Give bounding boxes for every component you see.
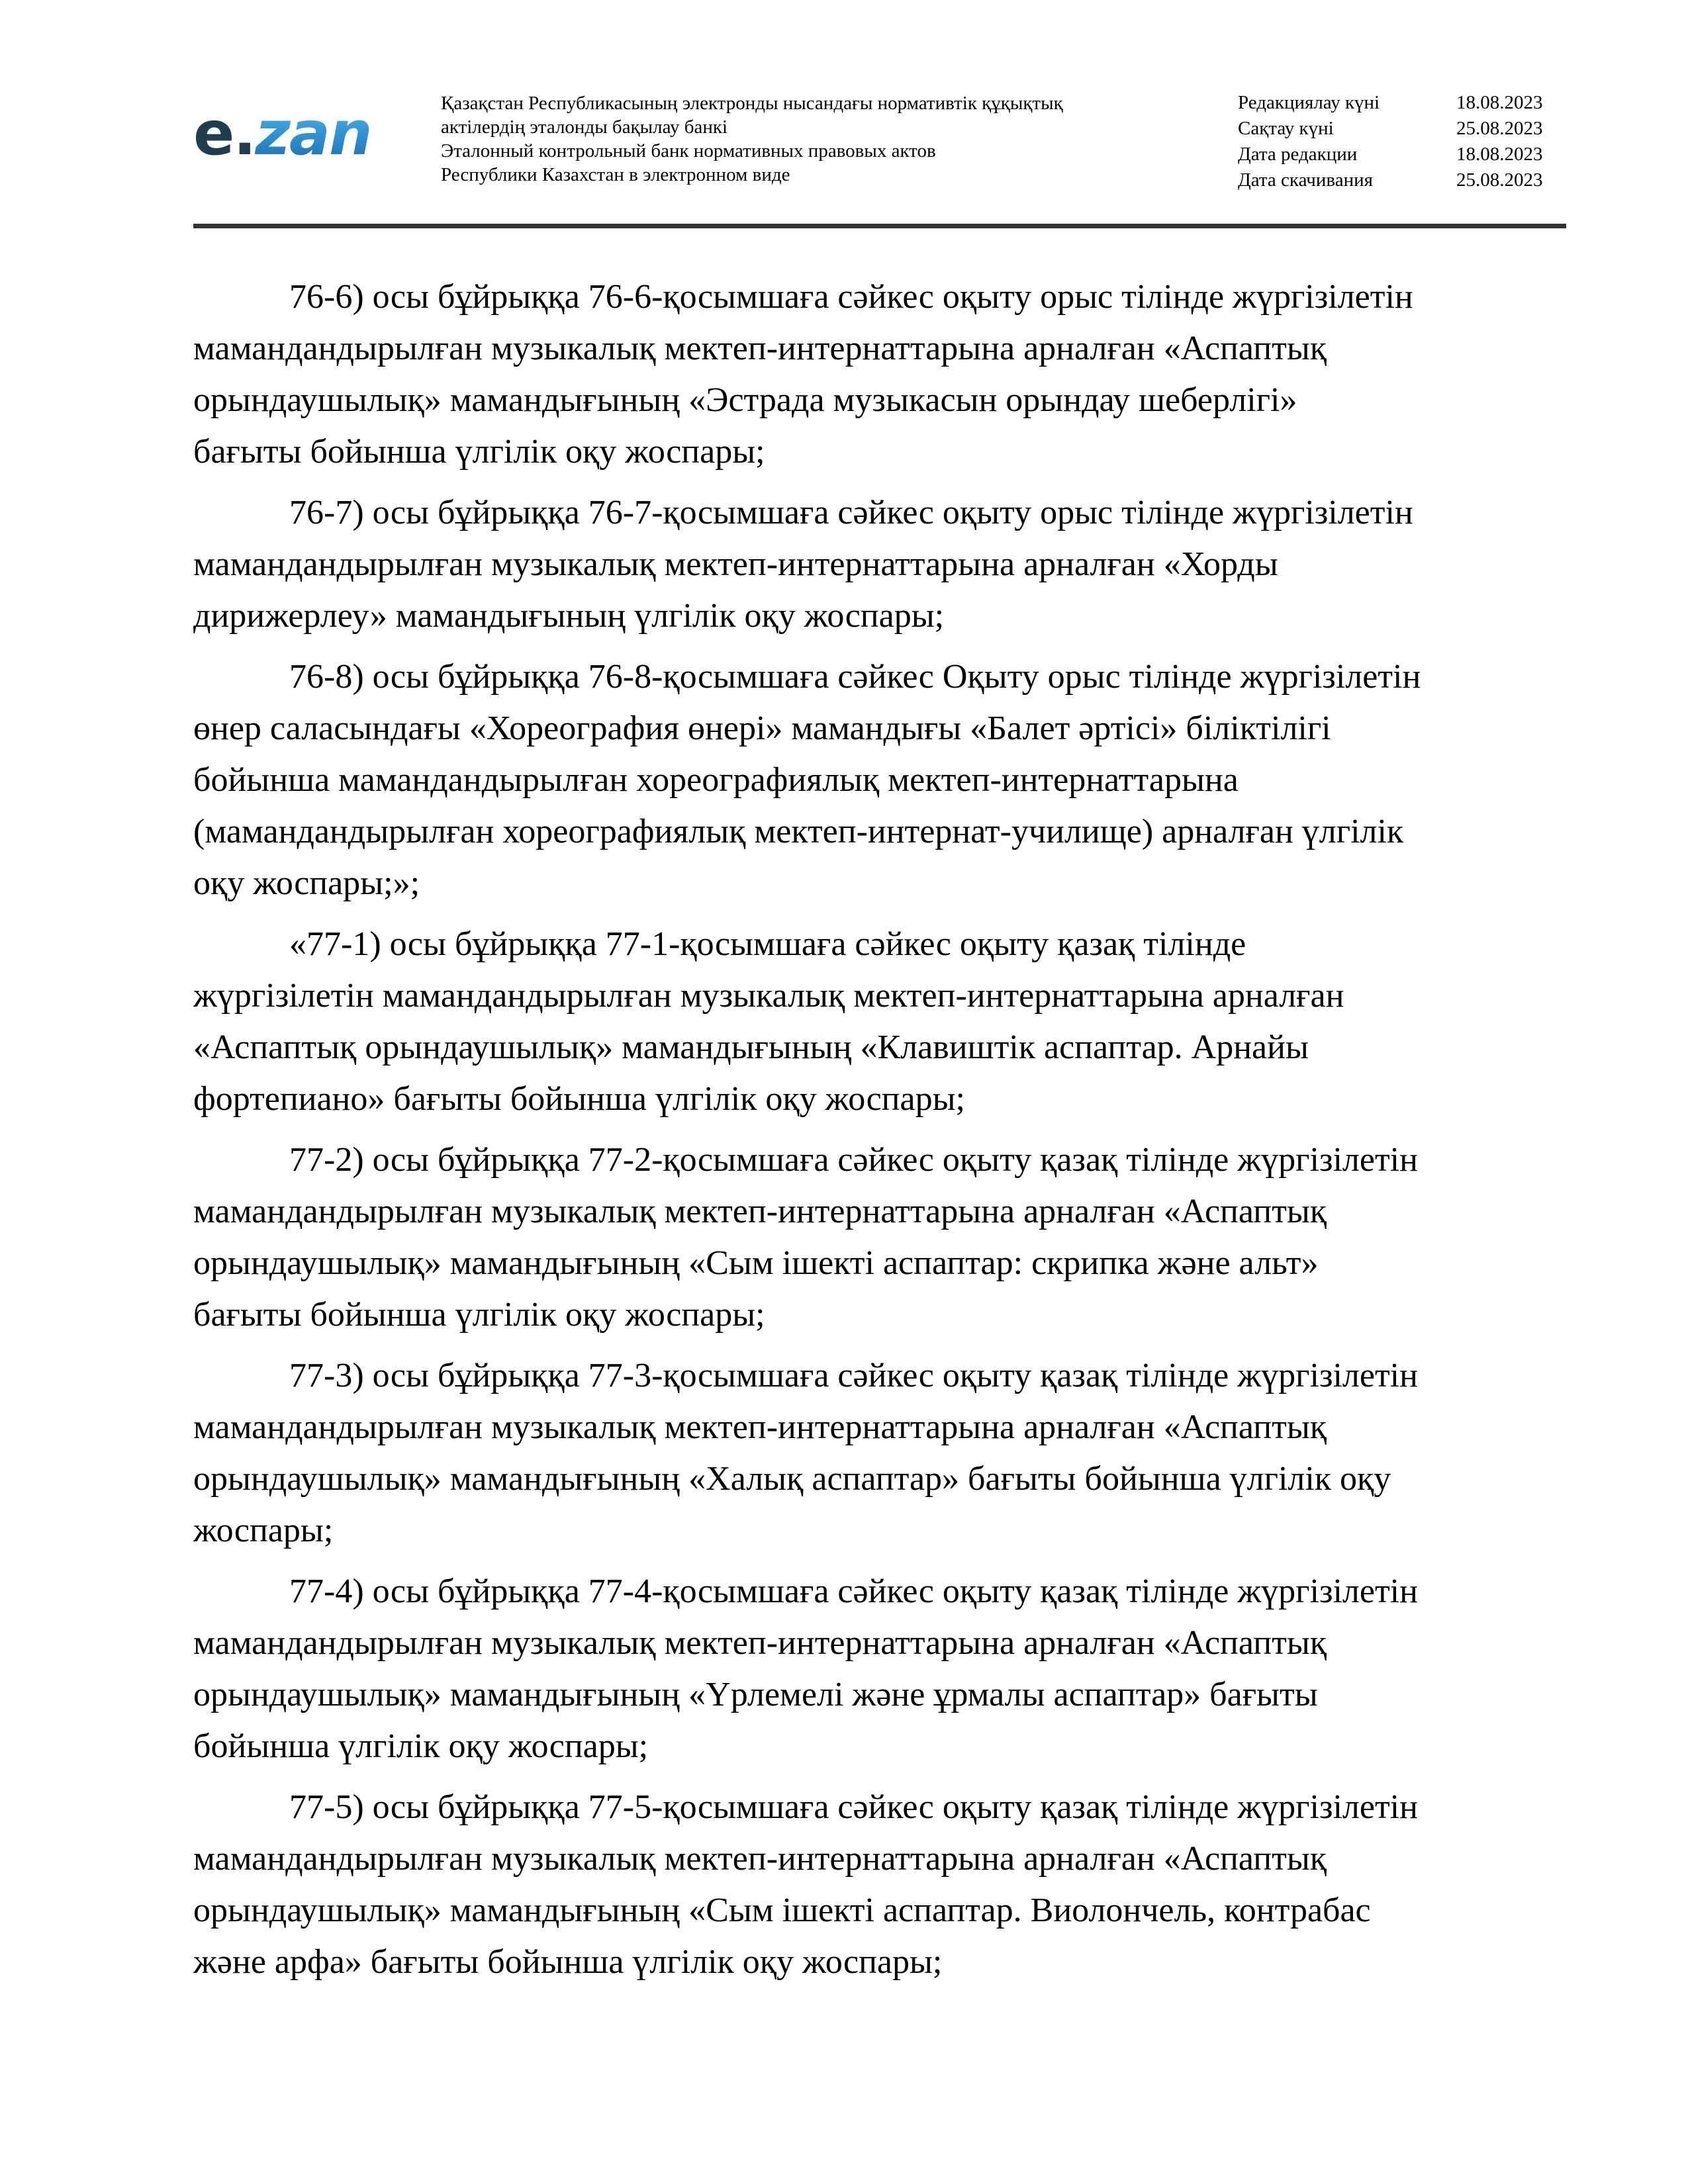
text-line: 77-4) осы бұйрыққа 77-4-қосымшаға сәйкес оқыту қазақ тілінде жүргізілетін [289,1572,1418,1610]
date-label: Дата скачивания [1238,169,1373,191]
date-value: 18.08.2023 [1456,92,1543,113]
date-label: Сақтау күні [1238,118,1334,139]
text-line: мамандандырылған музыкалық мектеп-интернаттарына арналған «Аспаптық [193,1624,1327,1662]
text-line: 77-2) осы бұйрыққа 77-2-қосымшаға сәйкес оқыту қазақ тілінде жүргізілетін [289,1141,1418,1179]
date-value: 18.08.2023 [1456,144,1543,165]
paragraph-77-4 [193,1566,1566,1772]
text-line: бойынша үлгілік оқу жоспары; [193,1727,649,1765]
text-line: оқу жоспары;»; [193,864,420,902]
text-line: 77-3) осы бұйрыққа 77-3-қосымшаға сәйкес оқыту қазақ тілінде жүргізілетін [289,1357,1418,1394]
header-description-line: Қазақстан Республикасының электронды нысандағы нормативтік құқықтық [441,93,1063,114]
date-label: Дата редакции [1238,144,1358,165]
text-line: 76-6) осы бұйрыққа 76-6-қосымшаға сәйкес оқыту орыс тілінде жүргізілетін [289,278,1413,316]
text-line: «77-1) осы бұйрыққа 77-1-қосымшаға сәйкес оқыту қазақ тілінде [289,925,1246,963]
text-line: 77-5) осы бұйрыққа 77-5-қосымшаға сәйкес оқыту қазақ тілінде жүргізілетін [289,1788,1418,1826]
paragraph-76-7 [193,487,1566,642]
header-description-line: актілердің эталонды бақылау банкі [441,116,728,138]
text-line: 76-7) осы бұйрыққа 76-7-қосымшаға сәйкес оқыту орыс тілінде жүргізілетін [289,494,1413,531]
paragraph-77-2 [193,1134,1566,1341]
paragraph-76-6 [193,271,1566,478]
text-line: бойынша мамандандырылған хореографиялық мектеп-интернаттарына [193,761,1239,799]
text-line: мамандандырылған музыкалық мектеп-интернаттарына арналған «Аспаптық [193,330,1327,367]
document-header [0,0,1688,228]
text-line: орындаушылық» мамандығының «Халық аспаптар» бағыты бойынша үлгілік оқу [193,1460,1391,1498]
logo-dot: . [233,98,256,169]
date-value: 25.08.2023 [1456,118,1543,139]
paragraph-77-1 [193,919,1566,1125]
text-line: мамандандырылған музыкалық мектеп-интернаттарына арналған «Аспаптық [193,1193,1327,1230]
text-line: орындаушылық» мамандығының «Эстрада музыкасын орындау шеберлігі» [193,381,1297,419]
text-line: «Аспаптық орындаушылық» мамандығының «Клавиштік аспаптар. Арнайы [193,1028,1309,1066]
header-dates [1238,90,1556,193]
paragraph-77-3 [193,1350,1566,1557]
ezan-logo [193,98,392,169]
date-row-edit-kz [1238,90,1556,116]
header-description-line: Республики Казахстан в электронном виде [441,164,790,185]
text-line: (мамандандырылған хореографиялық мектеп-интернат-училище) арналған үлгілік [193,813,1404,850]
logo-zan: zan [255,98,371,169]
date-row-edit-ru [1238,142,1556,167]
text-line: өнер саласындағы «Хореография өнері» мамандығы «Балет әртісі» біліктілігі [193,709,1331,747]
text-line: дирижерлеу» мамандығының үлгілік оқу жоспары; [193,597,945,635]
text-line: орындаушылық» мамандығының «Сым ішекті аспаптар: скрипка және альт» [193,1244,1319,1282]
text-line: бағыты бойынша үлгілік оқу жоспары; [193,433,765,471]
date-row-save-kz [1238,116,1556,142]
text-line: бағыты бойынша үлгілік оқу жоспары; [193,1296,765,1334]
header-description-line: Эталонный контрольный банк нормативных правовых актов [441,140,936,161]
text-line: жоспары; [193,1512,334,1549]
date-row-download-ru [1238,167,1556,193]
text-line: 76-8) осы бұйрыққа 76-8-қосымшаға сәйкес Оқыту орыс тілінде жүргізілетін [289,658,1421,696]
logo-e: e [193,98,234,169]
date-value: 25.08.2023 [1456,169,1543,191]
date-label: Редакциялау күні [1238,92,1380,113]
text-line: мамандандырылған музыкалық мектеп-интернаттарына арналған «Аспаптық [193,1408,1327,1446]
text-line: орындаушылық» мамандығының «Сым ішекті аспаптар. Виолончель, контрабас [193,1891,1371,1929]
text-line: фортепиано» бағыты бойынша үлгілік оқу жоспары; [193,1080,965,1118]
paragraph-77-5 [193,1782,1566,1988]
text-line: жүргізілетін мамандандырылған музыкалық мектеп-интернаттарына арналған [193,977,1344,1015]
text-line: орындаушылық» мамандығының «Үрлемелі және ұрмалы аспаптар» бағыты [193,1676,1318,1713]
text-line: және арфа» бағыты бойынша үлгілік оқу жоспары; [193,1943,943,1981]
paragraph-76-8 [193,651,1566,909]
header-description [441,91,1202,187]
document-body [193,271,1566,1997]
text-line: мамандандырылған музыкалық мектеп-интернаттарына арналған «Аспаптық [193,1840,1327,1878]
text-line: мамандандырылған музыкалық мектеп-интернаттарына арналған «Хорды [193,545,1278,583]
header-divider [193,224,1566,228]
